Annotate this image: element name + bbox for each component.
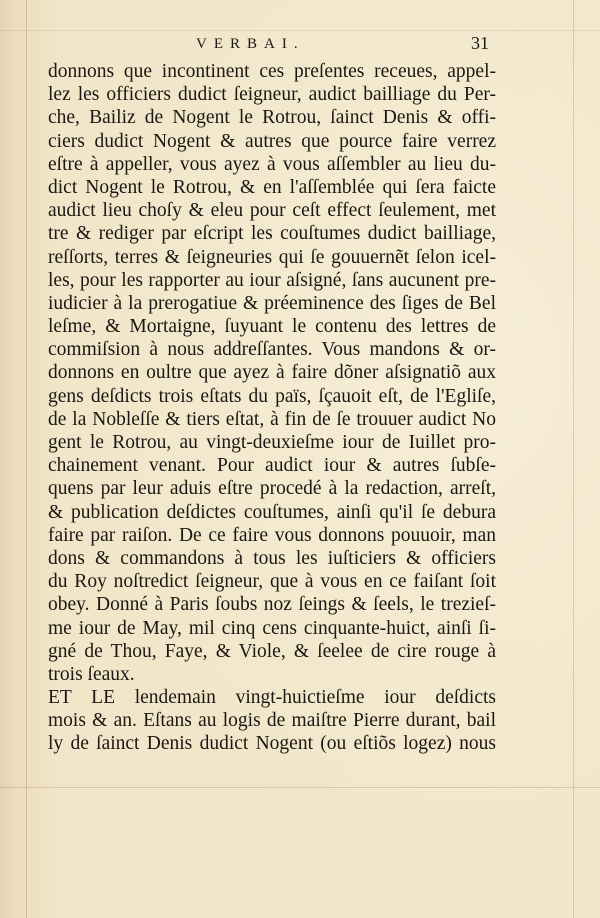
text-line: che, Bailiz de Nogent le Rotrou, ſainct Denis & offi-	[48, 107, 496, 129]
text-line: de la Nobleſſe & tiers eſtat, à fin de ſe trouuer audict No	[48, 408, 496, 430]
running-head: VERBAI.	[196, 36, 305, 52]
page-number: 31	[471, 33, 489, 53]
text-line: dict Nogent le Rotrou, & en l'aſſemblée qui ſera faicte	[48, 176, 496, 198]
text-line: audict lieu choſy & eleu pour ceſt effect ſeulement, met	[48, 200, 496, 222]
text-line: & publication deſdictes couſtumes, ainſi qu'il ſe debura	[48, 501, 496, 523]
text-line: donnons que incontinent ces preſentes receues, appel-	[48, 61, 496, 82]
right-margin-rule	[573, 0, 574, 918]
text-line: iudicier à la prerogatiue & préeminence des ſiges de Bel	[48, 292, 496, 314]
text-line: les, pour les rapporter au iour aſsigné, ſans aucunent pre-	[48, 269, 496, 291]
text-line: lez les officiers dudict ſeigneur, audict bailliage du Per-	[48, 84, 496, 106]
text-line: donnons en oultre que ayez à faire dõner aſsignatiõ aux	[48, 362, 496, 384]
text-line: gné de Thou, Faye, & Viole, & ſeelee de cire rouge à	[48, 640, 496, 662]
text-line: ET LE lendemain vingt-huictieſme iour deſdicts	[48, 687, 496, 709]
page-header	[0, 33, 600, 58]
text-line: ly de ſainct Denis dudict Nogent (ou eſtiõs logez) nous	[48, 733, 496, 755]
text-line: chainement venant. Pour audict iour & autres ſubſe-	[48, 455, 496, 477]
bottom-margin-rule	[0, 787, 600, 788]
text-line: eſtre à appeller, vous ayez à vous aſſembler au lieu du-	[48, 153, 496, 175]
text-line: commiſsion à nous addreſſantes. Vous mandons & or-	[48, 339, 496, 361]
text-line: trois ſeaux.	[48, 663, 135, 685]
top-margin-rule	[0, 30, 600, 31]
text-line: gens deſdicts trois eſtats du païs, ſçauoit eſt, de l'Egliſe,	[48, 385, 496, 407]
text-line: tre & rediger par eſcript les couſtumes dudict bailliage,	[48, 223, 496, 245]
body-text	[48, 60, 496, 756]
left-margin-rule	[26, 0, 27, 918]
text-line: dons & commandons à tous les iuſticiers & officiers	[48, 547, 496, 569]
text-line: faire par raiſon. De ce faire vous donnons pouuoir, man	[48, 524, 496, 546]
text-line: ciers dudict Nogent & autres que pource faire verrez	[48, 130, 496, 152]
text-line: gent le Rotrou, au vingt-deuxieſme iour de Iuillet pro-	[48, 432, 496, 453]
text-line: mois & an. Eſtans au logis de maiſtre Pierre durant, bail	[48, 710, 496, 732]
text-line: obey. Donné à Paris ſoubs noz ſeings & ſeels, le trezieſ-	[48, 594, 496, 616]
text-line: me iour de May, mil cinq cens cinquante-huict, ainſi ſi-	[48, 617, 496, 639]
text-line: reſſorts, terres & ſeigneuries qui ſe gouuernẽt ſelon icel-	[48, 246, 496, 268]
text-line: quens par leur aduis eſtre procedé à la redaction, arreſt,	[48, 478, 496, 500]
text-line: leſme, & Mortaigne, ſuyuant le contenu des lettres de	[48, 316, 496, 338]
text-line: du Roy noſtredict ſeigneur, que à vous en ce faiſant ſoit	[48, 571, 496, 593]
